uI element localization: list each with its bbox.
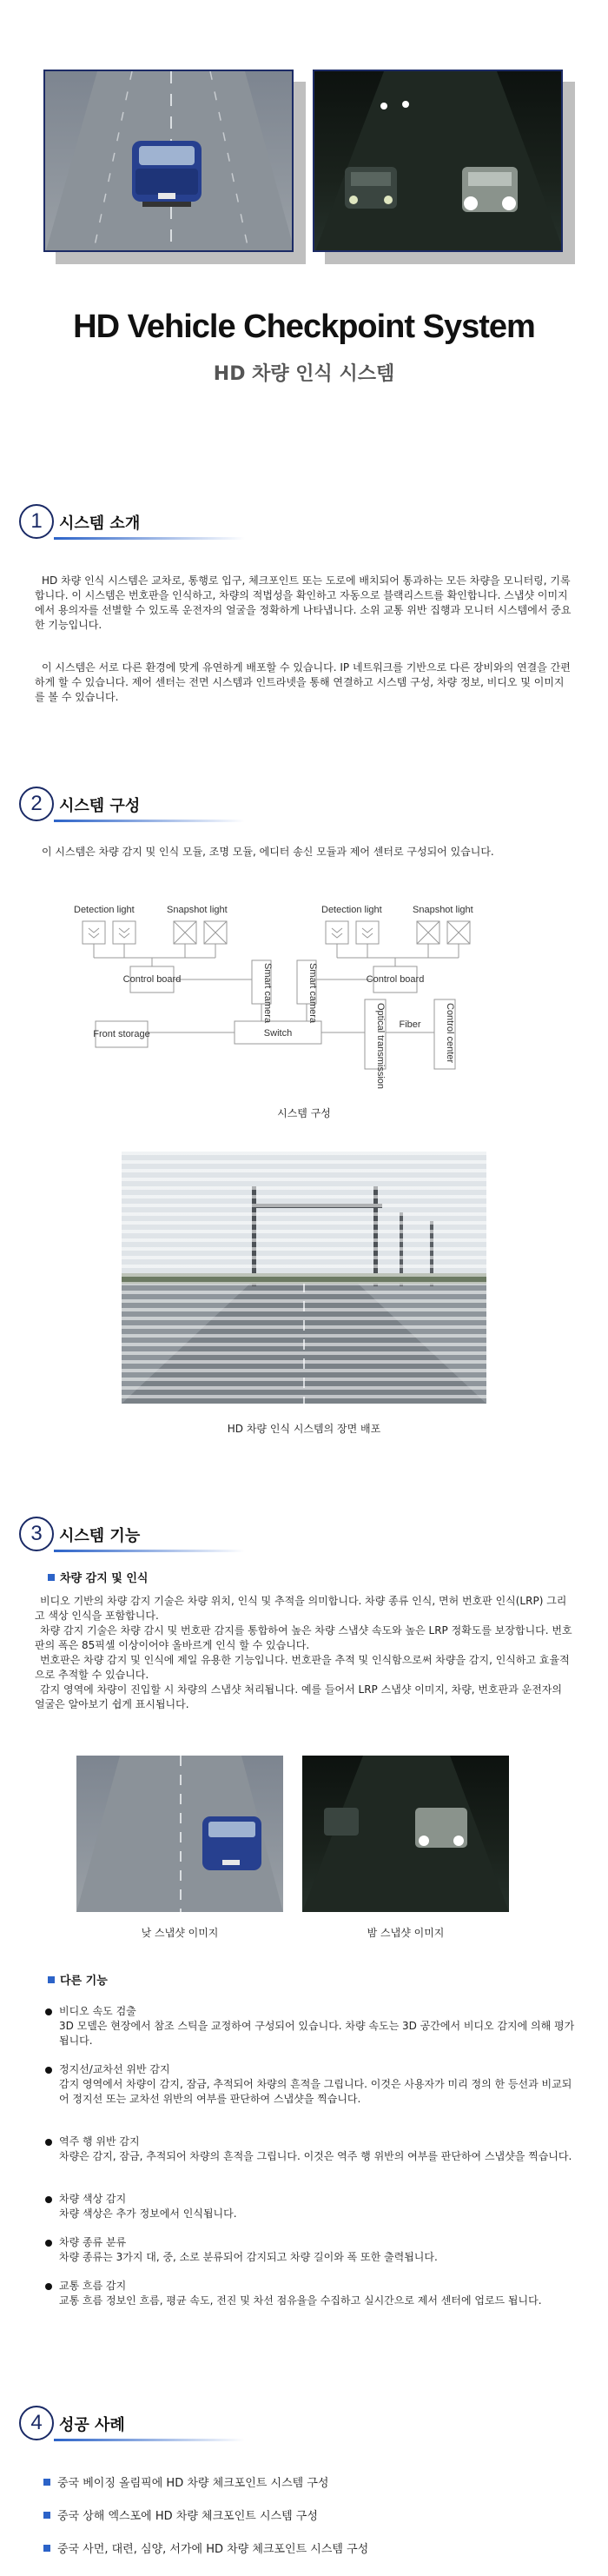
section-title: 시스템 구성 <box>59 797 141 815</box>
subheading-text: 차량 감지 및 인식 <box>60 1572 149 1585</box>
stripe-overlay <box>122 1152 486 1404</box>
optical-transmission-label: Optical transmission <box>375 1003 386 1090</box>
system-diagram <box>69 895 539 1104</box>
square-bullet-icon <box>43 2512 50 2519</box>
switch-label: Switch <box>263 1028 293 1039</box>
section-title: 시스템 기능 <box>59 1527 141 1545</box>
day-snapshot-illustration <box>76 1756 283 1912</box>
function-item-traffic-flow <box>59 2279 580 2308</box>
detection-light-label-1: Detection light <box>74 905 135 915</box>
smart-camera-label-1: Smart camera <box>262 963 273 1024</box>
function-item-title: 교통 흐름 감지 <box>59 2280 127 2292</box>
square-bullet-icon <box>48 1976 55 1983</box>
section-number: 3 <box>19 1517 54 1551</box>
function-item-desc: 3D 모델은 현장에서 참조 스틱을 교정하여 구성되어 있습니다. 차량 속도는 3D 공간에서 비디오 감지에 의해 평가됩니다. <box>59 2020 575 2047</box>
night-road-illustration <box>314 71 563 252</box>
case-text: 중국 상해 엑스포에 HD 차량 체크포인트 시스템 구성 <box>57 2510 318 2523</box>
section-title: 성공 사례 <box>59 2416 125 2434</box>
function-item-desc: 감지 영역에서 차량이 감지, 잠금, 추적되어 차량의 흔적을 그립니다. 이것은 사용자가 미리 정의 한 등선과 비교되어 정지선 또는 교차선 위반의 여부를 판단하여 스냅샷을 찍습니다. <box>59 2078 572 2105</box>
function-item-title: 차량 종류 분류 <box>59 2236 127 2248</box>
function-item-stopline <box>59 2062 580 2107</box>
function-item-color <box>59 2192 580 2221</box>
functions-paragraph-4: 감지 영역에 차량이 진입할 시 차량의 스냅샷 처리됩니다. 예를 들어서 LRP 스냅샷 이미지, 차량, 번호판과 운전자의 얼굴은 알아보기 쉽게 표시됩니다. <box>35 1683 562 1710</box>
snapshot-light-label-1: Snapshot light <box>167 905 228 915</box>
case-item <box>43 2473 328 2490</box>
section-cases-heading <box>19 2406 592 2444</box>
night-snapshot-caption: 밤 스냅샷 이미지 <box>367 1927 445 1939</box>
square-bullet-icon <box>43 2479 50 2486</box>
night-snapshot-illustration <box>302 1756 509 1912</box>
section-number: 4 <box>19 2406 54 2440</box>
case-item <box>43 2506 318 2523</box>
case-item <box>43 2539 368 2556</box>
day-snapshot-photo <box>76 1756 283 1912</box>
intro-paragraph-1: HD 차량 인식 시스템은 교차로, 통행로 입구, 체크포인트 또는 도로에 배치되어 통과하는 모든 차량을 모니터링, 기록합니다. 이 시스템은 번호판을 인식하고, 차량의 적법성을 확인하고 자동으로 블랙리스트를 확인합니다. 스냅샷 이미지에서 용의자를 선별할 수 있도록 운전자의 얼굴을 정확하게 나타냅니다. 소위 교통 위반 집행과 모니터 시스템에서 중요한 기능입니다. <box>35 574 572 631</box>
day-snapshot-caption: 낮 스냅샷 이미지 <box>141 1927 219 1939</box>
subheading-text: 다른 기능 <box>60 1975 108 1988</box>
bullet-dot-icon <box>45 2240 52 2247</box>
bullet-dot-icon <box>45 2283 52 2290</box>
section-underline <box>54 1550 245 1552</box>
scene-caption: HD 차량 인식 시스템의 장면 배포 <box>227 1423 381 1435</box>
fiber-label: Fiber <box>399 1019 421 1030</box>
bullet-dot-icon <box>45 2067 52 2074</box>
section-underline <box>54 2439 245 2441</box>
bullet-dot-icon <box>45 2139 52 2146</box>
section-title: 시스템 소개 <box>59 515 141 533</box>
night-car-left <box>345 167 397 209</box>
scene-deployment-photo <box>122 1152 486 1404</box>
section-number: 2 <box>19 787 54 821</box>
section-composition-heading <box>19 787 592 825</box>
square-bullet-icon <box>48 1574 55 1581</box>
case-text: 중국 사먼, 대련, 심양, 서가에 HD 차량 체크포인트 시스템 구성 <box>57 2543 369 2556</box>
day-road-illustration <box>45 71 294 252</box>
page-title: HD Vehicle Checkpoint System <box>73 309 535 345</box>
section-functions-heading <box>19 1517 592 1555</box>
diagram-caption: 시스템 구성 <box>277 1107 331 1119</box>
function-item-desc: 차량 색상은 추가 정보에서 인식됩니다. <box>59 2208 237 2220</box>
smart-camera-label-2: Smart camera <box>307 963 318 1024</box>
function-item-desc: 차량 종류는 3가지 대, 중, 소로 분류되어 감지되고 차량 길이와 폭 또한 출력됩니다. <box>59 2251 438 2263</box>
control-board-label-1: Control board <box>122 974 182 985</box>
function-item-speed <box>59 2004 580 2048</box>
blue-car <box>132 141 202 207</box>
bullet-dot-icon <box>45 2008 52 2015</box>
night-car-right <box>462 167 518 212</box>
night-snapshot-photo <box>302 1756 509 1912</box>
functions-paragraph-3: 번호판은 차량 감지 및 인식에 제일 유용한 기능입니다. 번호판을 추적 및 인식함으로써 차량을 감지, 인식하고 효율적으로 추적할 수 있습니다. <box>35 1654 570 1681</box>
subheading-detection <box>48 1569 148 1585</box>
function-item-title: 차량 색상 감지 <box>59 2193 127 2205</box>
function-item-desc: 차량은 감지, 잠금, 추적되어 차량의 흔적을 그립니다. 이것은 역주 행 위반의 여부를 판단하여 스냅샷을 찍습니다. <box>59 2150 572 2162</box>
section-underline <box>54 820 245 822</box>
bullet-dot-icon <box>45 2196 52 2203</box>
day-traffic-photo <box>43 70 294 252</box>
subheading-other-functions <box>48 1971 108 1988</box>
night-traffic-photo <box>313 70 563 252</box>
case-text: 중국 베이징 올림픽에 HD 차량 체크포인트 시스템 구성 <box>57 2477 329 2490</box>
intro-paragraph-2: 이 시스템은 서로 다른 환경에 맞게 유연하게 배포할 수 있습니다. IP 네트워크를 기반으로 다른 장비와의 연결을 간편하게 할 수 있습니다. 제어 센터는 전면 시스템과 인트라넷을 통해 연결하고 시스템 구성, 차량 정보, 비디오 및 이미지를 볼 수 있습니다. <box>35 661 571 703</box>
function-item-classification <box>59 2235 580 2265</box>
square-bullet-icon <box>43 2545 50 2552</box>
section-intro-heading <box>19 504 592 542</box>
function-item-title: 정지선/교차선 위반 감지 <box>59 2063 170 2075</box>
functions-paragraph-1: 비디오 기반의 차량 감지 기술은 차량 위치, 인식 및 추적을 의미합니다. 차량 종류 인식, 면허 번호판 인식(LRP) 그리고 색상 인식을 포함합니다. <box>35 1595 567 1622</box>
detection-light-label-2: Detection light <box>321 905 382 915</box>
control-center-label: Control center <box>445 1003 455 1064</box>
function-item-desc: 교통 흐름 정보인 흐름, 평균 속도, 전진 및 차선 점유율을 수집하고 실시간으로 제서 센터에 업로드 됩니다. <box>59 2294 542 2307</box>
function-item-reverse <box>59 2134 580 2164</box>
snapshot-light-label-2: Snapshot light <box>413 905 473 915</box>
control-board-label-2: Control board <box>366 974 425 985</box>
function-item-title: 역주 행 위반 감지 <box>59 2135 140 2148</box>
section-number: 1 <box>19 504 54 539</box>
front-storage-label: Front storage <box>93 1029 150 1039</box>
page-subtitle: HD 차량 인식 시스템 <box>213 363 395 385</box>
section-underline <box>54 537 245 540</box>
function-item-title: 비디오 속도 검출 <box>59 2005 136 2017</box>
composition-paragraph: 이 시스템은 차량 감지 및 인식 모듈, 조명 모듈, 에디터 송신 모듈과 제어 센터로 구성되어 있습니다. <box>42 846 494 858</box>
functions-paragraph-2: 차량 감지 기술은 차량 감시 및 번호판 감지를 통합하여 높은 차량 스냅샷 속도와 높은 LRP 정확도를 보장합니다. 번호판의 폭은 85픽셀 이상이어야 올바르게 인식 할 수 있습니다. <box>35 1624 572 1651</box>
